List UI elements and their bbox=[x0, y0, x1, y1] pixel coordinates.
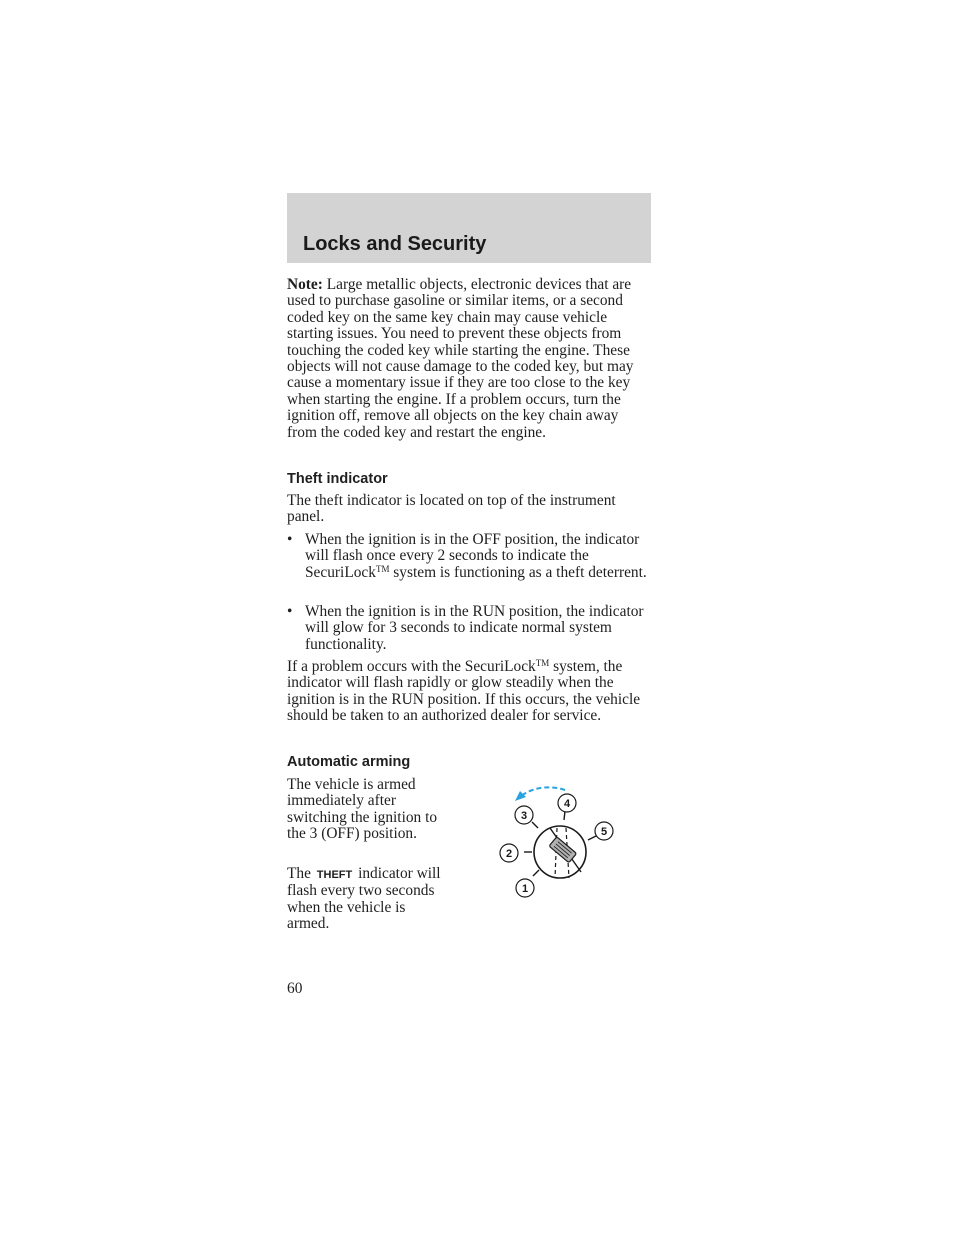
rotation-arrow bbox=[521, 787, 565, 796]
bullet-dot-icon: • bbox=[287, 531, 293, 548]
problem-paragraph: If a problem occurs with the SecuriLock™ system, the indicator will flash rapidly or glow steadily when the ignition is in the RUN position. If this occurs, the vehicle should be taken to an authorized dealer for service. bbox=[287, 658, 641, 725]
position-3-label bbox=[515, 806, 533, 824]
bullet-text: When the ignition is in the RUN position, the indicator will glow for 3 seconds to indicate normal system functionality. bbox=[305, 603, 644, 653]
svg-text:1: 1 bbox=[521, 883, 529, 895]
svg-text:3: 3 bbox=[520, 810, 528, 822]
svg-text:4: 4 bbox=[563, 798, 571, 810]
position-5-label bbox=[595, 822, 613, 840]
section-title: Locks and Security bbox=[303, 233, 487, 255]
arrow-head-icon bbox=[515, 791, 526, 801]
bullet-text: When the ignition is in the OFF position, the indicator will flash once every 2 seconds to indicate the SecuriLock™ system is functioning as a theft deterrent. bbox=[305, 531, 647, 581]
svg-text:2: 2 bbox=[505, 848, 513, 860]
theft-indicator-word: THEFT bbox=[316, 869, 353, 881]
position-1-label bbox=[516, 879, 534, 897]
theft-location-paragraph: The theft indicator is located on top of the instrument panel. bbox=[287, 492, 616, 526]
theft-indicator-heading: Theft indicator bbox=[287, 471, 388, 487]
position-4-label bbox=[558, 794, 576, 812]
note-paragraph bbox=[287, 277, 651, 441]
automatic-arming-heading: Automatic arming bbox=[287, 754, 411, 770]
page-number: 60 bbox=[287, 980, 303, 997]
ignition-switch-diagram bbox=[495, 780, 625, 900]
bullet-dot-icon: • bbox=[287, 603, 293, 620]
svg-text:5: 5 bbox=[600, 826, 608, 838]
position-2-label bbox=[500, 844, 518, 862]
trademark-mark: TM bbox=[535, 658, 550, 668]
note-label: Note: bbox=[287, 276, 323, 293]
armed-paragraph: The vehicle is armed immediately after switching the ignition to the 3 (OFF) position. bbox=[287, 776, 438, 843]
flash-paragraph: The THEFT indicator will flash every two seconds when the vehicle is armed. bbox=[287, 865, 441, 933]
trademark-mark: TM bbox=[375, 563, 390, 574]
note-text: Large metallic objects, electronic devices that are used to purchase gasoline or similar items, or a second coded key on the same key chain may cause vehicle starting issues. You need to prevent these objects from touching the coded key while starting the engine. These objects will not cause damage to the coded key, but may cause a momentary issue if they are too close to the key when starting the engine. If a problem occurs, turn the ignition off, remove all objects on the key chain away from the coded key and restart the engine. bbox=[287, 276, 634, 441]
